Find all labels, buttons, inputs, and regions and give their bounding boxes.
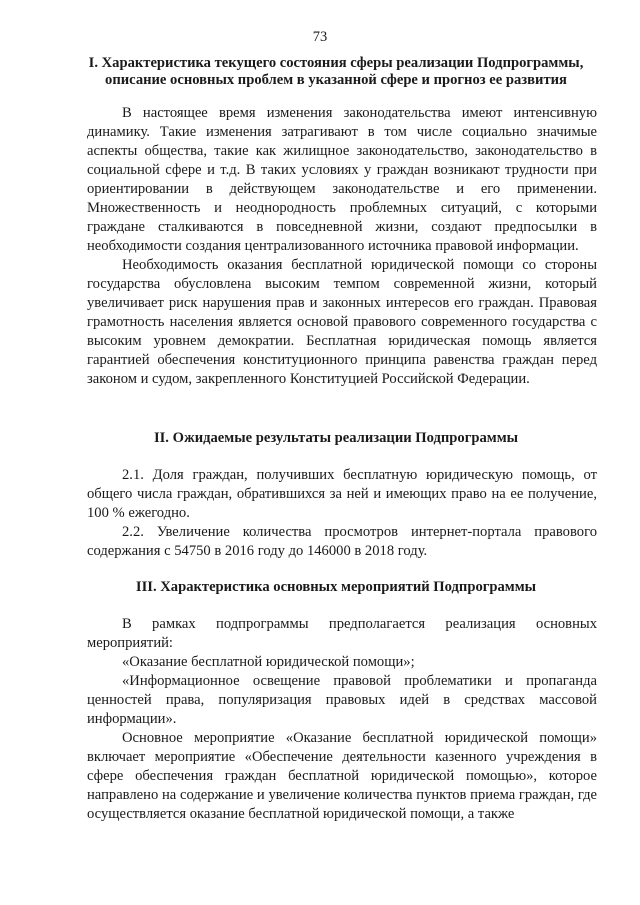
section-1-title-line-2: описание основных проблем в указанной сфере и прогноз ее развития <box>105 72 567 88</box>
section-3-title: III. Характеристика основных мероприятий Подпрограммы <box>135 579 537 595</box>
page-number: 73 <box>312 29 328 45</box>
section-3-paragraph: «Информационное освещение правовой проблематики и пропаганда ценностей права, популяризация правовых идей в средствах массовой информации». <box>87 673 597 727</box>
section-3-paragraph: В рамках подпрограммы предполагается реализация основных мероприятий: <box>87 616 597 651</box>
section-2-body <box>87 466 597 561</box>
section-1-paragraph: В настоящее время изменения законодательства имеют интенсивную динамику. Такие изменения затрагивают в том числе социально значимые аспекты общества, такие как жилищное законодательство, законодательство в социальной сфере и т.д. В таких условиях у граждан возникают трудности при ориентировании в действующем законодательстве и его применении. Множественность и неоднородность проблемных ситуаций, с которыми граждане сталкиваются в повседневной жизни, создают предпосылки в необходимости создания централизованного источника правовой информации. <box>87 105 597 254</box>
section-1-title <box>86 55 586 89</box>
section-1-paragraph: Необходимость оказания бесплатной юридической помощи со стороны государства обусловлена высоким темпом современной жизни, который увеличивает риск нарушения прав и законных интересов его граждан. Правовая грамотность населения является основой правового современного государства с высоким уровнем демократии. Бесплатная юридическая помощь является гарантией обеспечения конституционного принципа равенства граждан перед законом и судом, закрепленного Конституцией Российской Федерации. <box>87 257 597 387</box>
section-3-paragraph: Основное мероприятие «Оказание бесплатной юридической помощи» включает мероприятие «Обеспечение деятельности казенного учреждения в сфере обеспечения граждан бесплатной юридической помощью», которое направлено на содержание и увеличение количества пунктов приема граждан, где осуществляется оказание бесплатной юридической помощи, а также <box>87 730 597 822</box>
section-1-title-line-1: I. Характеристика текущего состояния сферы реализации Подпрограммы, <box>88 55 584 71</box>
section-3-body <box>87 615 597 824</box>
section-2-paragraph: 2.2. Увеличение количества просмотров интернет-портала правового содержания с 54750 в 2016 году до 146000 в 2018 году. <box>87 524 597 559</box>
section-3-paragraph: «Оказание бесплатной юридической помощи»; <box>122 654 415 670</box>
section-1-body <box>87 104 597 389</box>
section-2-paragraph: 2.1. Доля граждан, получивших бесплатную юридическую помощь, от общего числа граждан, обратившихся за ней и имеющих право на ее получение, 100 % ежегодно. <box>87 467 597 521</box>
section-2-title: II. Ожидаемые результаты реализации Подпрограммы <box>153 430 519 446</box>
